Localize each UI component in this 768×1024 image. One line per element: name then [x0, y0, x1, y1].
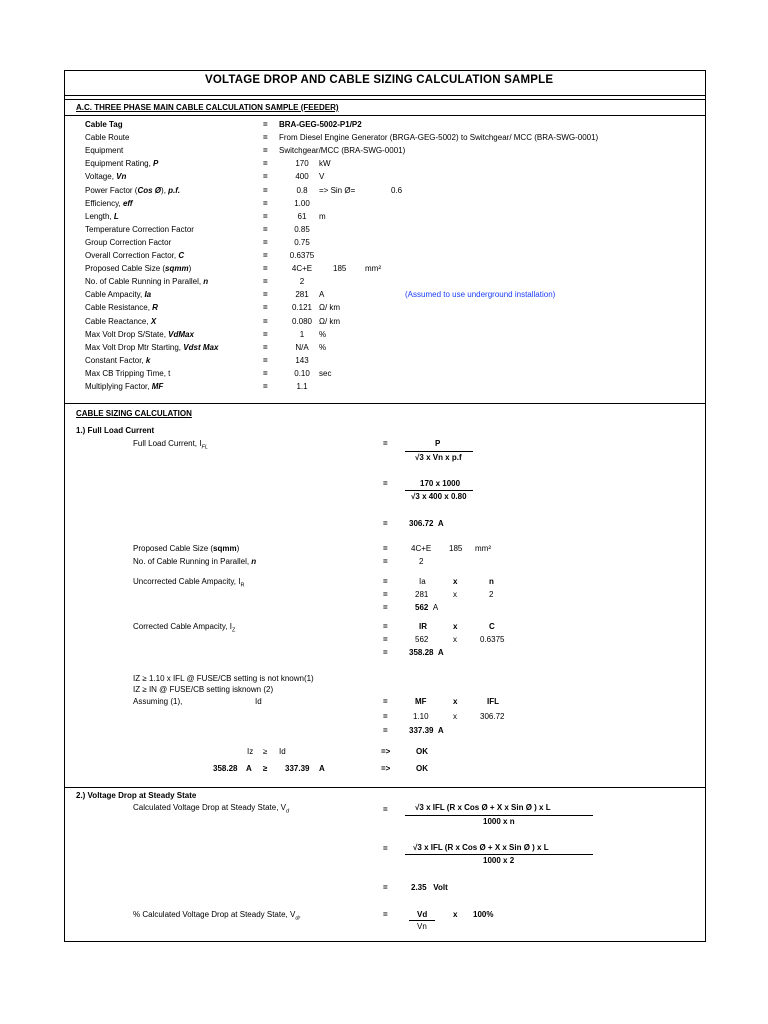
pcs-unit: mm²: [475, 544, 491, 553]
cca-r2-b: 0.6375: [480, 635, 505, 644]
flc-denominator-2: √3 x 400 x 0.80: [411, 492, 467, 501]
param-value: 281: [295, 290, 309, 299]
equals-sign: =: [383, 910, 388, 919]
param-extra: mm²: [365, 264, 381, 273]
id-r1-op: x: [453, 697, 458, 706]
equals-sign: =: [263, 225, 268, 234]
uca-r2-a: 281: [415, 590, 429, 599]
param-label: Temperature Correction Factor: [85, 225, 194, 234]
param-unit: V: [319, 172, 325, 181]
pcs-value: 4C+E: [411, 544, 432, 553]
param-value: 0.8: [296, 186, 308, 195]
section-heading-sizing: CABLE SIZING CALCULATION: [76, 409, 192, 418]
param-unit: Ω/ km: [319, 303, 341, 312]
param-value: 0.85: [294, 225, 310, 234]
vd-denominator-2: 1000 x 2: [483, 856, 515, 865]
divider: [65, 787, 705, 788]
condition-2: IZ ≥ IN @ FUSE/CB setting isknown (2): [133, 685, 274, 694]
param-value: 61: [297, 212, 307, 221]
cmp-r1-a: Iz: [247, 747, 254, 756]
equals-sign: =: [263, 212, 268, 221]
param-unit: => Sin Ø=: [319, 186, 356, 195]
param-unit: 185: [333, 264, 347, 273]
param-value: 143: [295, 356, 309, 365]
cmp-r2-op: ≥: [263, 764, 268, 773]
pvd-percent: 100%: [473, 910, 494, 919]
param-value: 1.1: [296, 382, 308, 391]
fraction-bar: [405, 854, 593, 855]
param-value: 0.75: [294, 238, 310, 247]
equals-sign: =: [383, 439, 388, 448]
vd-numerator-2: √3 x IFL (R x Cos Ø + X x Sin Ø ) x L: [413, 843, 549, 852]
uca-r1-a: Ia: [419, 577, 426, 586]
assume-symbol: Id: [255, 697, 262, 706]
equals-sign: =: [383, 844, 388, 853]
pvd-times: x: [453, 910, 458, 919]
uca-r1-op: x: [453, 577, 458, 586]
equals-sign: =: [263, 186, 268, 195]
param-label: Equipment Rating, P: [85, 159, 159, 168]
param-value: 400: [295, 172, 309, 181]
equals-sign: =: [263, 343, 268, 352]
equals-sign: =: [383, 622, 388, 631]
param-value: 1: [299, 330, 305, 339]
equals-sign: =: [263, 251, 268, 260]
param-label: Proposed Cable Size (sqmm): [85, 264, 192, 273]
param-label: Efficiency, eff: [85, 199, 133, 208]
cca-r1-b: C: [489, 622, 495, 631]
uca-result: 562 A: [415, 603, 439, 612]
equals-sign: =: [263, 172, 268, 181]
pvd-numerator: Vd: [417, 910, 428, 919]
subsection-voltage-drop: 2.) Voltage Drop at Steady State: [76, 791, 197, 800]
flc-result: 306.72 A: [409, 519, 444, 528]
flc-numerator-1: P: [435, 439, 441, 448]
equals-sign: =: [263, 146, 268, 155]
param-value: Switchgear/MCC (BRA-SWG-0001): [279, 146, 406, 155]
id-r2-a: 1.10: [413, 712, 429, 721]
equals-sign: =: [383, 519, 388, 528]
param-unit: sec: [319, 369, 332, 378]
equals-sign: =: [263, 330, 268, 339]
param-value: 1.00: [294, 199, 310, 208]
calculation-sheet: [64, 70, 706, 942]
ok-result-2: OK: [416, 764, 428, 773]
cmp-r2-unit2: A: [319, 764, 325, 773]
param-value: 0.10: [294, 369, 310, 378]
vd-numerator-1: √3 x IFL (R x Cos Ø + X x Sin Ø ) x L: [415, 803, 551, 812]
equals-sign: =: [263, 369, 268, 378]
vd-result: 2.35 Volt: [411, 883, 448, 892]
param-value: 170: [295, 159, 309, 168]
param-value: 0.121: [291, 303, 313, 312]
param-label: Overall Correction Factor, C: [85, 251, 185, 260]
condition-1: IZ ≥ 1.10 x IFL @ FUSE/CB setting is not known(1): [133, 674, 314, 683]
param-value: From Diesel Engine Generator (BRGA-GEG-5002) to Switchgear/ MCC (BRA-SWG-0001): [279, 133, 599, 142]
cca-result: 358.28 A: [409, 648, 444, 657]
equals-sign: =: [383, 479, 388, 488]
param-label: Cable Route: [85, 133, 130, 142]
cmp-r2-b: 337.39: [285, 764, 310, 773]
equals-sign: =: [263, 159, 268, 168]
cmp-r2-a: 358.28: [213, 764, 238, 773]
subsection-full-load-current: 1.) Full Load Current: [76, 426, 155, 435]
equals-sign: =: [383, 590, 388, 599]
ncr-label: No. of Cable Running in Parallel, n: [133, 557, 257, 566]
param-label: Max CB Tripping Time, t: [85, 369, 171, 378]
param-label: Voltage, Vn: [85, 172, 127, 181]
param-unit: Ω/ km: [319, 317, 341, 326]
param-value: 2: [299, 277, 305, 286]
equals-sign: =: [263, 264, 268, 273]
id-r2-b: 306.72: [480, 712, 505, 721]
fraction-bar: [405, 815, 593, 816]
arrow: =>: [381, 764, 391, 773]
equals-sign: =: [383, 697, 388, 706]
param-unit: %: [319, 330, 327, 339]
ncr-value: 2: [419, 557, 424, 566]
equals-sign: =: [263, 238, 268, 247]
param-label: Max Volt Drop Mtr Starting, Vdst Max: [85, 343, 219, 352]
param-value: BRA-GEG-5002-P1/P2: [279, 120, 362, 129]
equals-sign: =: [383, 805, 388, 814]
page-title: VOLTAGE DROP AND CABLE SIZING CALCULATION SAMPLE: [205, 74, 554, 86]
equals-sign: =: [263, 303, 268, 312]
cca-r1-a: IR: [419, 622, 427, 631]
param-unit: A: [319, 290, 325, 299]
divider: [65, 403, 705, 404]
equals-sign: =: [263, 317, 268, 326]
equals-sign: =: [383, 557, 388, 566]
flc-denominator-1: √3 x Vn x p.f: [415, 453, 462, 462]
equals-sign: =: [383, 544, 388, 553]
param-value: 0.6375: [289, 251, 315, 260]
section-heading-main: A.C. THREE PHASE MAIN CABLE CALCULATION SAMPLE (FEEDER): [76, 103, 339, 112]
flc-numerator-2: 170 x 1000: [420, 479, 461, 488]
cmp-r1-b: Id: [279, 747, 286, 756]
cca-r2-op: x: [453, 635, 457, 644]
divider: [65, 115, 705, 116]
param-unit: kW: [319, 159, 331, 168]
divider: [65, 99, 705, 100]
cca-r2-a: 562: [415, 635, 429, 644]
id-r1-a: MF: [415, 697, 427, 706]
id-result: 337.39 A: [409, 726, 444, 735]
equals-sign: =: [263, 199, 268, 208]
cca-r1-op: x: [453, 622, 458, 631]
param-value: N/A: [295, 343, 309, 352]
param-note: (Assumed to use underground installation): [405, 290, 556, 299]
param-value: 4C+E: [291, 264, 313, 273]
uca-r2-b: 2: [489, 590, 494, 599]
param-extra: 0.6: [391, 186, 403, 195]
equals-sign: =: [263, 120, 268, 129]
equals-sign: =: [383, 577, 388, 586]
equals-sign: =: [383, 648, 388, 657]
equals-sign: =: [383, 726, 388, 735]
param-label: Length, L: [85, 212, 119, 221]
param-label: No. of Cable Running in Parallel, n: [85, 277, 209, 286]
ok-result-1: OK: [416, 747, 428, 756]
id-r1-b: IFL: [487, 697, 499, 706]
cca-label: Corrected Cable Ampacity, $I_Z$: [133, 622, 236, 634]
arrow: =>: [381, 747, 391, 756]
param-label: Power Factor (Cos Ø), p.f.: [85, 186, 181, 195]
param-label: Max Volt Drop S/State, VdMax: [85, 330, 194, 339]
param-label: Constant Factor, k: [85, 356, 151, 365]
equals-sign: =: [383, 883, 388, 892]
equals-sign: =: [263, 290, 268, 299]
uca-label: Uncorrected Cable Ampacity, $I_R$: [133, 577, 245, 589]
param-label: Equipment: [85, 146, 124, 155]
fraction-bar: [405, 490, 473, 491]
param-label: Cable Resistance, R: [85, 303, 158, 312]
equals-sign: =: [383, 635, 388, 644]
divider: [65, 95, 705, 96]
id-r2-op: x: [453, 712, 457, 721]
pvd-label: % Calculated Voltage Drop at Steady State, $V_{dr}$: [133, 910, 301, 922]
fraction-bar: [409, 920, 435, 921]
param-label: Cable Reactance, X: [85, 317, 157, 326]
fraction-bar: [405, 451, 473, 452]
uca-r1-b: n: [489, 577, 494, 586]
param-label: Cable Tag: [85, 120, 123, 129]
equals-sign: =: [263, 356, 268, 365]
equals-sign: =: [383, 712, 388, 721]
equals-sign: =: [263, 277, 268, 286]
cmp-r2-unit1: A: [246, 764, 252, 773]
uca-r2-op: x: [453, 590, 457, 599]
param-unit: %: [319, 343, 327, 352]
equals-sign: =: [263, 382, 268, 391]
equals-sign: =: [383, 603, 388, 612]
equals-sign: =: [263, 133, 268, 142]
vd-label: Calculated Voltage Drop at Steady State, $V_d$: [133, 803, 290, 815]
cmp-r1-op: ≥: [263, 747, 268, 756]
param-value: 0.080: [291, 317, 313, 326]
pcs-size: 185: [449, 544, 463, 553]
pvd-denominator: Vn: [417, 922, 427, 931]
vd-denominator-1: 1000 x n: [483, 817, 515, 826]
param-label: Cable Ampacity, Ia: [85, 290, 152, 299]
param-label: Group Correction Factor: [85, 238, 172, 247]
param-label: Multiplying Factor, MF: [85, 382, 164, 391]
assuming-label: Assuming (1),: [133, 697, 183, 706]
pcs-label: Proposed Cable Size (sqmm): [133, 544, 240, 553]
flc-label: Full Load Current, $I_{FL}$: [133, 439, 208, 451]
param-unit: m: [319, 212, 326, 221]
